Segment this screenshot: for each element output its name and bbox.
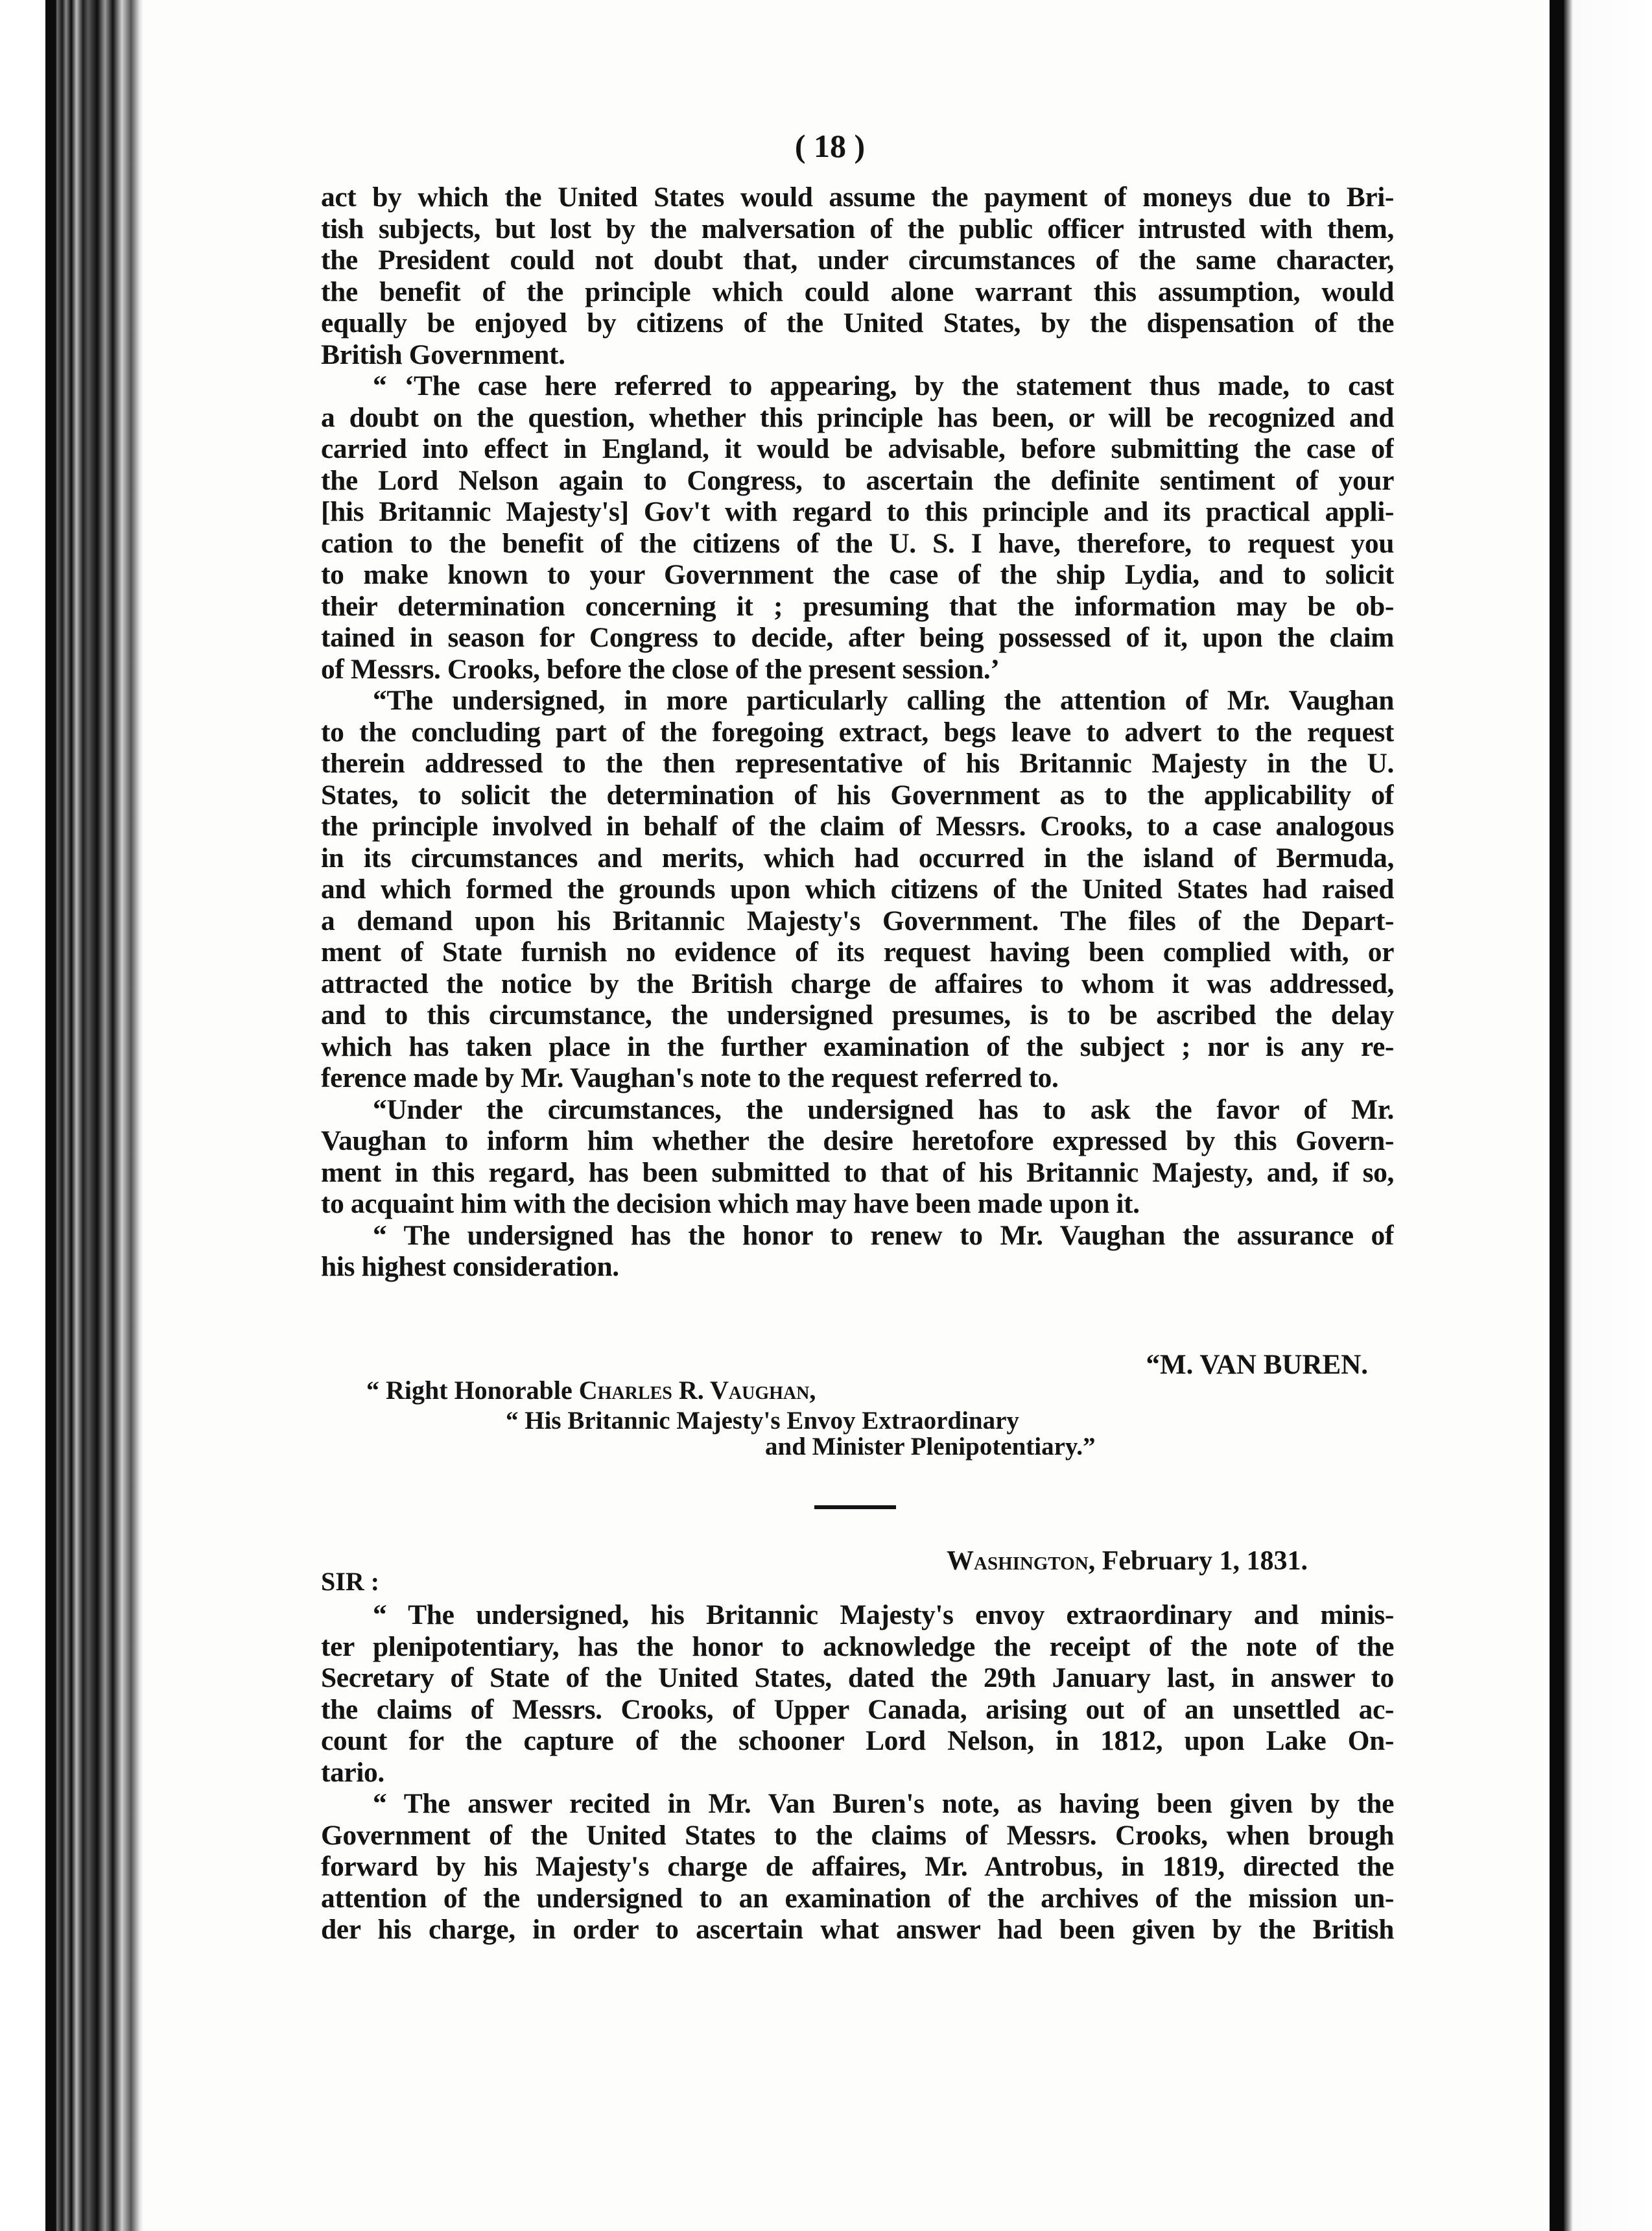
text-line: der his charge, in order to ascertain what answer had been given by the British	[321, 1914, 1394, 1945]
text-line: tained in season for Congress to decide, after being possessed of it, upon the claim	[321, 622, 1394, 653]
dateline-place: Washington,	[947, 1546, 1096, 1576]
text-line: the Lord Nelson again to Congress, to ascertain the definite sentiment of your	[321, 464, 1394, 496]
text-line: “ ‘The case here referred to appearing, by the statement thus made, to cast	[373, 370, 1394, 401]
text-line: a doubt on the question, whether this principle has been, or will be recognized and	[321, 401, 1394, 433]
text-line: cation to the benefit of the citizens of the U. S. I have, therefore, to request you	[321, 527, 1394, 559]
text-line: of Messrs. Crooks, before the close of the present session.’	[321, 653, 1000, 685]
text-line: to acquaint him with the decision which may have been made upon it.	[321, 1188, 1140, 1219]
dateline	[947, 1545, 1308, 1577]
text-line: “ The undersigned, his Britannic Majesty's envoy extraordinary and minis-	[373, 1599, 1394, 1630]
text-line: Secretary of State of the United States, dated the 29th January last, in answer to	[321, 1662, 1394, 1693]
signature: “M. VAN BUREN.	[1146, 1350, 1368, 1380]
salutation: SIR :	[321, 1567, 380, 1596]
text-line: and to this circumstance, the undersigned presumes, is to be ascribed the delay	[321, 999, 1394, 1031]
text-line: therein addressed to the then representative of his Britannic Majesty in the U.	[321, 748, 1394, 779]
text-line: the claims of Messrs. Crooks, of Upper Canada, arising out of an unsettled ac-	[321, 1693, 1394, 1725]
book-gutter-shadow	[45, 0, 143, 2231]
text-line: “Under the circumstances, the undersigned has to ask the favor of Mr.	[373, 1093, 1394, 1125]
text-line: and which formed the grounds upon which citizens of the United States had raised	[321, 874, 1394, 905]
addressee-line-1	[366, 1375, 816, 1405]
text-line: attention of the undersigned to an examination of the archives of the mission un-	[321, 1882, 1394, 1914]
text-line: count for the capture of the schooner Lord Nelson, in 1812, upon Lake On-	[321, 1725, 1394, 1756]
text-line: States, to solicit the determination of his Government as to the applicability of	[321, 779, 1394, 811]
text-line: Government of the United States to the claims of Messrs. Crooks, when brough	[321, 1819, 1394, 1851]
text-line: ference made by Mr. Vaughan's note to the request referred to.	[321, 1062, 1059, 1093]
addressee-line-3: and Minister Plenipotentiary.”	[765, 1433, 1096, 1461]
text-line: act by which the United States would assume the payment of moneys due to Bri-	[321, 182, 1394, 213]
addressee-prefix: “ Right Honorable	[366, 1376, 579, 1405]
text-line: equally be enjoyed by citizens of the United States, by the dispensation of the	[321, 307, 1394, 339]
letter-body-2	[321, 1599, 1394, 1946]
text-line: carried into effect in England, it would be advisable, before submitting the case of	[321, 433, 1394, 464]
next-page-edge	[1564, 0, 1652, 2231]
dateline-date: February 1, 1831.	[1095, 1546, 1308, 1576]
addressee-line-2: “ His Britannic Majesty's Envoy Extraordinary	[506, 1407, 1019, 1435]
section-divider	[814, 1505, 896, 1509]
text-line: in its circumstances and merits, which had occurred in the island of Bermuda,	[321, 842, 1394, 874]
addressee-name: Charles R. Vaughan,	[578, 1376, 816, 1405]
page-number: ( 18 )	[794, 128, 866, 164]
text-line: their determination concerning it ; presuming that the information may be ob-	[321, 590, 1394, 622]
text-line: to make known to your Government the case of the ship Lydia, and to solicit	[321, 559, 1394, 590]
text-line: “ The undersigned has the honor to renew to Mr. Vaughan the assurance of	[373, 1219, 1394, 1251]
text-line: to the concluding part of the foregoing extract, begs leave to advert to the request	[321, 716, 1394, 748]
text-line: his highest consideration.	[321, 1251, 619, 1282]
text-line: [his Britannic Majesty's] Gov't with regard to this principle and its practical appli-	[321, 496, 1394, 527]
text-line: Vaughan to inform him whether the desire heretofore expressed by this Govern-	[321, 1125, 1394, 1156]
text-line: ment in this regard, has been submitted to that of his Britannic Majesty, and, if so,	[321, 1156, 1394, 1188]
text-line: a demand upon his Britannic Majesty's Government. The files of the Depart-	[321, 905, 1394, 937]
text-line: which has taken place in the further examination of the subject ; nor is any re-	[321, 1031, 1394, 1062]
text-line: ter plenipotentiary, has the honor to acknowledge the receipt of the note of the	[321, 1630, 1394, 1662]
text-line: tish subjects, but lost by the malversation of the public officer intrusted with them,	[321, 213, 1394, 245]
text-line: “ The answer recited in Mr. Van Buren's note, as having been given by the	[373, 1788, 1394, 1819]
text-line: the principle involved in behalf of the claim of Messrs. Crooks, to a case analogous	[321, 811, 1394, 842]
text-line: forward by his Majesty's charge de affaires, Mr. Antrobus, in 1819, directed the	[321, 1851, 1394, 1882]
text-line: ment of State furnish no evidence of its request having been complied with, or	[321, 937, 1394, 968]
scan-right-border	[1550, 0, 1564, 2231]
text-line: the benefit of the principle which could alone warrant this assumption, would	[321, 276, 1394, 307]
text-line: tario.	[321, 1756, 384, 1788]
letter-body-1	[321, 182, 1394, 1283]
text-line: the President could not doubt that, under circumstances of the same character,	[321, 245, 1394, 276]
text-line: “The undersigned, in more particularly calling the attention of Mr. Vaughan	[373, 685, 1394, 716]
text-line: British Government.	[321, 339, 565, 370]
text-line: attracted the notice by the British charge de affaires to whom it was addressed,	[321, 968, 1394, 999]
scan-left-margin	[0, 0, 39, 2231]
